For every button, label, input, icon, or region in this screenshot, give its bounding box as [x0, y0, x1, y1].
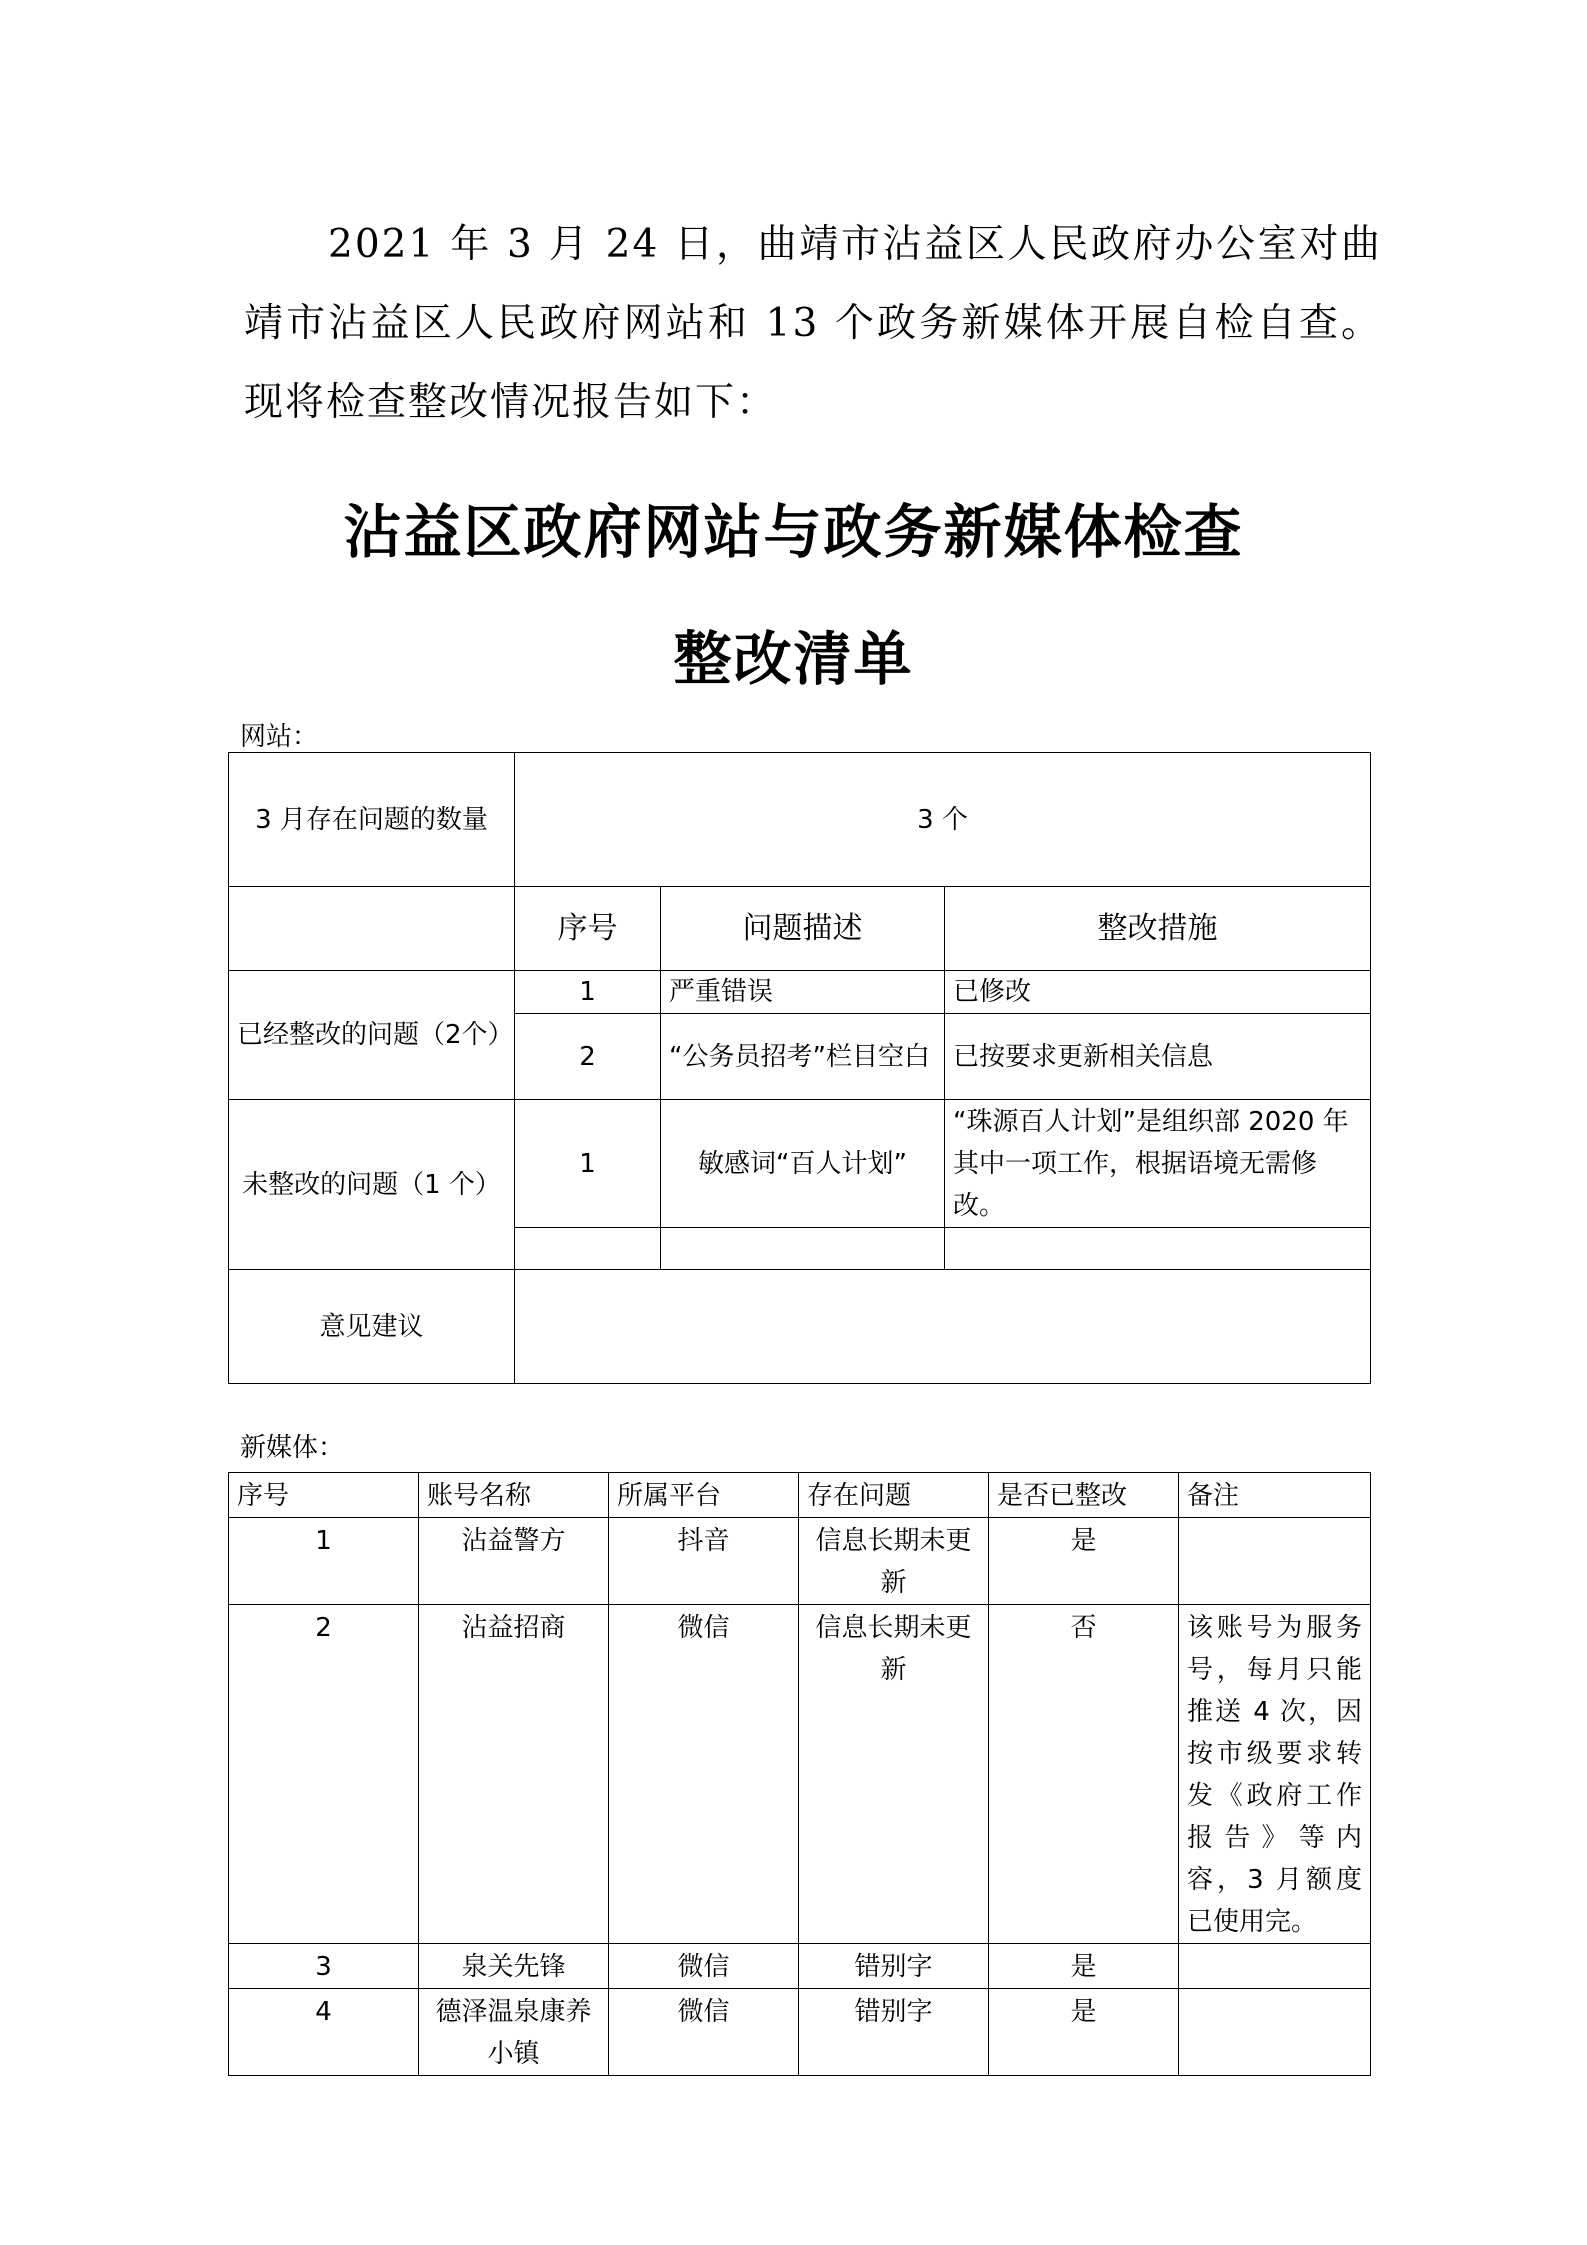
row-no: 2 — [515, 1014, 661, 1100]
row-platform: 微信 — [609, 1944, 799, 1989]
row-fixed: 是 — [989, 1944, 1179, 1989]
row-no: 3 — [229, 1944, 419, 1989]
row-no: 1 — [515, 1100, 661, 1228]
unfixed-issues-label: 未整改的问题（1 个） — [229, 1100, 515, 1270]
row-fixed: 否 — [989, 1605, 1179, 1944]
header-no: 序号 — [515, 887, 661, 971]
header-description: 问题描述 — [661, 887, 945, 971]
empty-cell — [515, 1228, 661, 1270]
row-issue: 信息长期未更新 — [799, 1605, 989, 1944]
media-table — [228, 1472, 1371, 2076]
row-platform: 微信 — [609, 1605, 799, 1944]
row-fixed: 是 — [989, 1989, 1179, 2076]
table-row — [229, 1944, 1371, 1989]
empty-cell — [229, 887, 515, 971]
empty-cell — [945, 1228, 1371, 1270]
header-note: 备注 — [1179, 1473, 1371, 1518]
intro-paragraph: 2021 年 3 月 24 日，曲靖市沾益区人民政府办公室对曲靖市沾益区人民政府网站和 13 个政务新媒体开展自检自查。现将检查整改情况报告如下： — [244, 222, 1382, 425]
row-description: 严重错误 — [661, 971, 945, 1014]
suggestion-value — [515, 1270, 1371, 1384]
website-section-label: 网站： — [240, 722, 319, 752]
table-row — [229, 971, 1371, 1014]
row-note — [1179, 1989, 1371, 2076]
row-account-name: 沾益招商 — [419, 1605, 609, 1944]
header-account-name: 账号名称 — [419, 1473, 609, 1518]
row-issue: 信息长期未更新 — [799, 1518, 989, 1605]
header-platform: 所属平台 — [609, 1473, 799, 1518]
table-row — [229, 1605, 1371, 1944]
header-issue: 存在问题 — [799, 1473, 989, 1518]
row-no: 4 — [229, 1989, 419, 2076]
row-no: 1 — [515, 971, 661, 1014]
header-action: 整改措施 — [945, 887, 1371, 971]
table-row — [229, 1989, 1371, 2076]
row-action: 已按要求更新相关信息 — [945, 1014, 1371, 1100]
row-note — [1179, 1518, 1371, 1605]
table-row — [229, 753, 1371, 887]
row-action: 已修改 — [945, 971, 1371, 1014]
row-issue: 错别字 — [799, 1944, 989, 1989]
fixed-issues-label: 已经整改的问题（2个） — [229, 971, 515, 1100]
row-account-name: 沾益警方 — [419, 1518, 609, 1605]
row-account-name: 泉关先锋 — [419, 1944, 609, 1989]
table-header-row — [229, 887, 1371, 971]
row-note: 该账号为服务号，每月只能推送 4 次，因按市级要求转发《政府工作报告》等内容，3 月额度已使用完。 — [1179, 1605, 1371, 1944]
table-row — [229, 1100, 1371, 1228]
row-description: “公务员招考”栏目空白 — [661, 1014, 945, 1100]
problem-count-value: 3 个 — [515, 753, 1371, 887]
header-no: 序号 — [229, 1473, 419, 1518]
empty-cell — [661, 1228, 945, 1270]
suggestion-label: 意见建议 — [229, 1270, 515, 1384]
table-row — [229, 1270, 1371, 1384]
row-platform: 抖音 — [609, 1518, 799, 1605]
media-section-label: 新媒体： — [240, 1433, 345, 1463]
document-title-line2: 整改清单 — [673, 625, 914, 693]
row-note — [1179, 1944, 1371, 1989]
problem-count-label: 3 月存在问题的数量 — [229, 753, 515, 887]
website-table — [228, 752, 1371, 1384]
table-row — [229, 1518, 1371, 1605]
table-header-row — [229, 1473, 1371, 1518]
row-issue: 错别字 — [799, 1989, 989, 2076]
row-no: 1 — [229, 1518, 419, 1605]
row-description: 敏感词“百人计划” — [661, 1100, 945, 1228]
row-fixed: 是 — [989, 1518, 1179, 1605]
row-action: “珠源百人计划”是组织部 2020 年其中一项工作，根据语境无需修改。 — [945, 1100, 1371, 1228]
header-fixed: 是否已整改 — [989, 1473, 1179, 1518]
document-title-line1: 沾益区政府网站与政务新媒体检查 — [343, 498, 1244, 566]
row-platform: 微信 — [609, 1989, 799, 2076]
row-no: 2 — [229, 1605, 419, 1944]
row-account-name: 德泽温泉康养小镇 — [419, 1989, 609, 2076]
